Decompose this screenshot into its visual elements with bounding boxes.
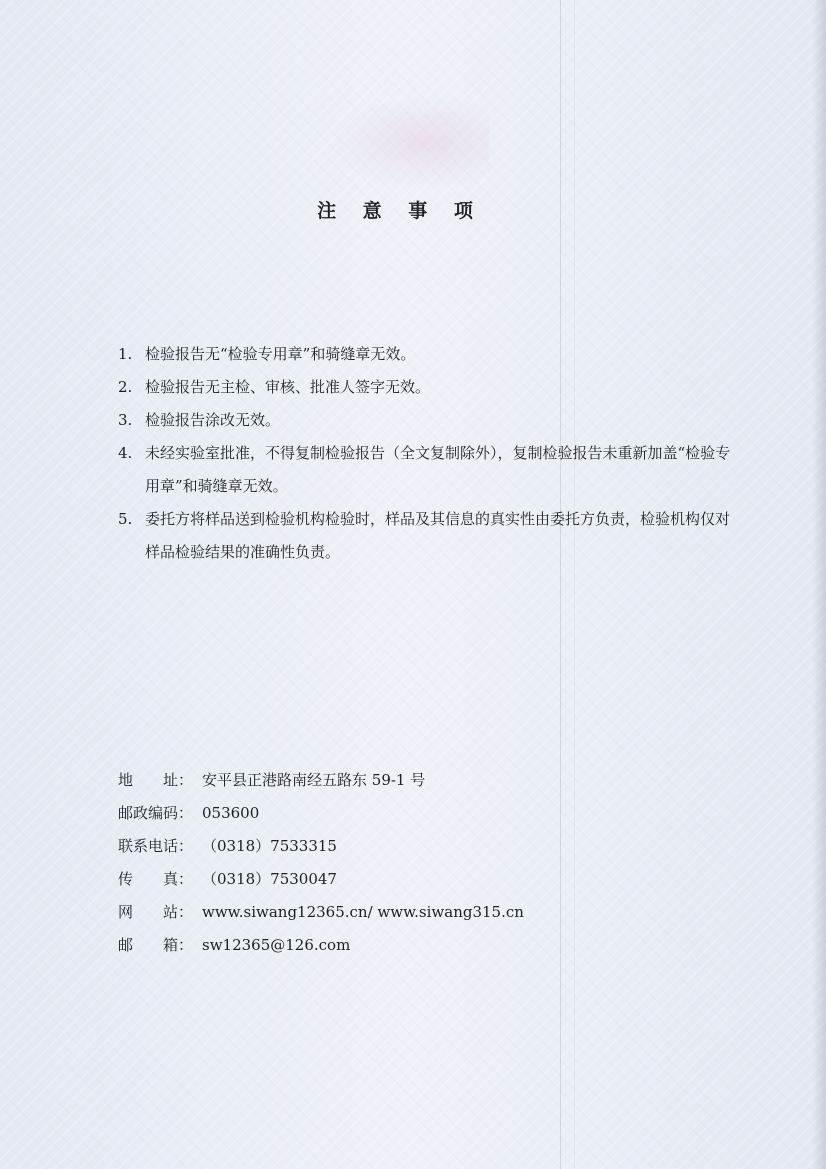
contact-postcode xyxy=(118,797,738,830)
contact-fax xyxy=(118,863,738,896)
note-text: 检验报告无“检验专用章”和骑缝章无效。 xyxy=(145,345,416,363)
note-number: 3. xyxy=(118,411,133,429)
note-item xyxy=(118,338,738,371)
contact-value: （0318）7530047 xyxy=(202,870,337,888)
note-item xyxy=(118,371,738,404)
contact-label: 邮 箱： xyxy=(118,936,194,954)
note-item xyxy=(118,503,738,569)
contact-label: 地 址： xyxy=(118,771,194,789)
contact-value: www.siwang12365.cn/ www.siwang315.cn xyxy=(202,903,524,921)
note-item xyxy=(118,404,738,437)
page-edge-shadow xyxy=(812,0,826,1169)
contact-phone xyxy=(118,830,738,863)
notes-list xyxy=(118,338,738,569)
note-item xyxy=(118,437,738,503)
contact-label: 传 真： xyxy=(118,870,194,888)
contact-value: 安平县正港路南经五路东 59-1 号 xyxy=(202,771,426,789)
page-fold-line-secondary xyxy=(574,0,575,1169)
contact-label: 联系电话： xyxy=(118,837,194,855)
contact-value: （0318）7533315 xyxy=(202,837,337,855)
faint-stamp-bleed xyxy=(330,95,490,190)
page-title: 注 意 事 项 xyxy=(317,200,483,222)
note-text: 检验报告涂改无效。 xyxy=(145,411,281,429)
note-text: 检验报告无主检、审核、批准人签字无效。 xyxy=(145,378,431,396)
note-text: 委托方将样品送到检验机构检验时，样品及其信息的真实性由委托方负责，检验机构仅对样品检验结果的准确性负责。 xyxy=(145,510,731,561)
contact-info xyxy=(118,764,738,962)
contact-value: 053600 xyxy=(202,804,260,822)
contact-website xyxy=(118,896,738,929)
note-number: 4. xyxy=(118,444,133,462)
contact-email xyxy=(118,929,738,962)
note-number: 1. xyxy=(118,345,133,363)
note-number: 2. xyxy=(118,378,133,396)
note-text: 未经实验室批准，不得复制检验报告（全文复制除外），复制检验报告未重新加盖“检验专用章”和骑缝章无效。 xyxy=(145,444,731,495)
contact-label: 网 站： xyxy=(118,903,194,921)
contact-value: sw12365@126.com xyxy=(202,936,351,954)
contact-label: 邮政编码： xyxy=(118,804,194,822)
page-fold-line xyxy=(560,0,561,1169)
note-number: 5. xyxy=(118,510,133,528)
contact-address xyxy=(118,764,738,797)
